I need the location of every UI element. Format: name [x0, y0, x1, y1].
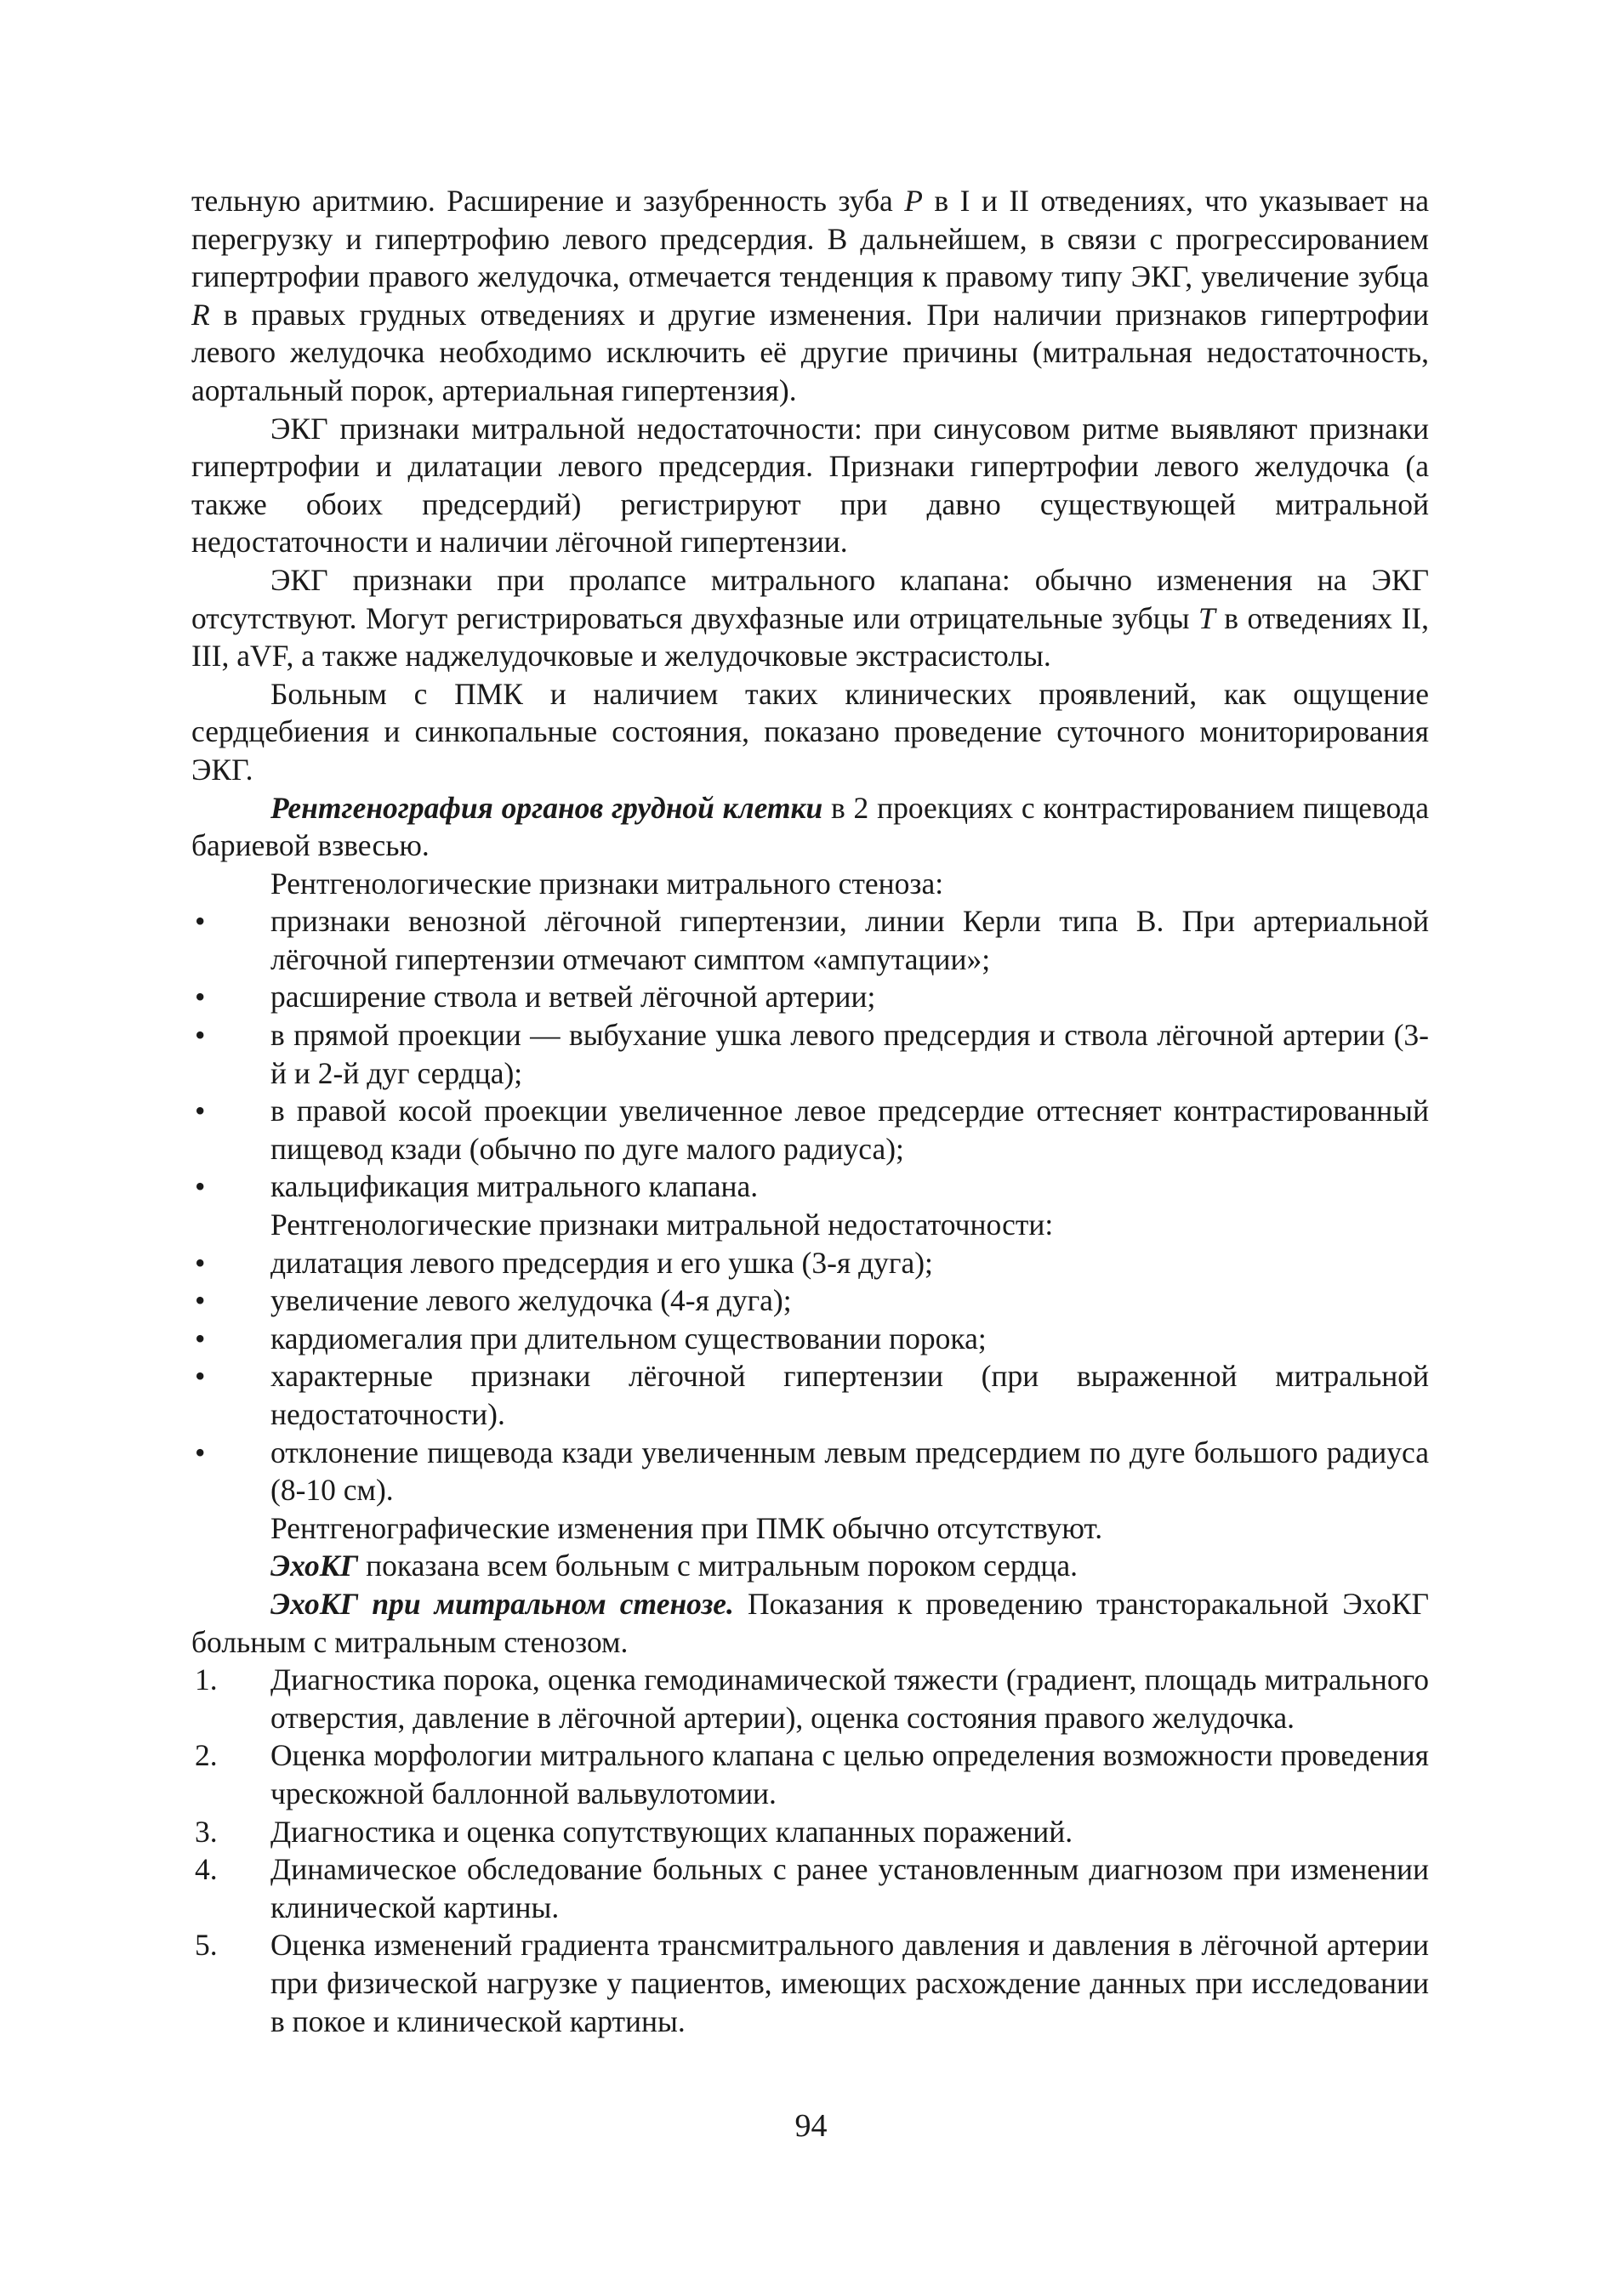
paragraph-radiography: Рентгенография органов грудной клетки в 2 проекциях с контрастированием пищевода бариевой взвесью.	[191, 790, 1429, 863]
insufficiency-signs-list	[191, 1244, 1429, 1509]
list-item: • кальцификация митрального клапана.	[191, 1168, 1429, 1206]
insufficiency-signs-heading: Рентгенологические признаки митральной недостаточности:	[270, 1208, 1054, 1242]
list-item: • отклонение пищевода кзади увеличенным левым предсердием по дуге большого радиуса (8-10 см).	[191, 1434, 1429, 1509]
paragraph-echo: ЭхоКГ показана всем больным с митральным пороком сердца.	[270, 1549, 1078, 1583]
list-item: 4. Динамическое обследование больных с ранее установленным диагнозом при изменении клинической картины.	[195, 1852, 1429, 1924]
list-item: • увеличение левого желудочка (4-я дуга);	[191, 1282, 1429, 1320]
wave-r-label: R	[191, 297, 210, 332]
list-number: 1.	[195, 1662, 218, 1697]
echo-stenosis-term: ЭхоКГ при митральном стенозе.	[270, 1586, 734, 1621]
radiography-term: Рентгенография органов грудной клетки	[270, 790, 823, 825]
list-item: • в прямой проекции — выбухание ушка левого предсердия и ствола лёгочной артерии (3-й и 2-й дуг сердца);	[191, 1016, 1429, 1092]
paragraph-holter: Больным с ПМК и наличием таких клинических проявлений, как ощущение сердцебиения и синкопальные состояния, показано проведение суточного мониторирования ЭКГ.	[191, 676, 1429, 787]
paragraph-ecg-insufficiency: ЭКГ признаки митральной недостаточности: при синусовом ритме выявляют признаки гипертрофии и дилатации левого предсердия. Признаки гипертрофии левого желудочка (а также обоих предсердий) регистрируют при давно существующей митральной недостаточности и наличии лёгочной гипертензии.	[191, 411, 1429, 560]
list-item: • расширение ствола и ветвей лёгочной артерии;	[191, 978, 1429, 1016]
list-number: 3.	[195, 1814, 218, 1849]
list-number: 4.	[195, 1852, 218, 1887]
paragraph-ecg-prolapse: ЭКГ признаки при пролапсе митрального клапана: обычно изменения на ЭКГ отсутствуют. Могут регистрироваться двухфазные или отрицательные зубцы T в отведениях II, III, aVF, а также наджелудочковые и желудочковые экстрасистолы.	[191, 562, 1429, 673]
page-number: 94	[794, 2108, 828, 2144]
list-number: 5.	[195, 1928, 218, 1963]
stenosis-signs-heading: Рентгенологические признаки митрального стеноза:	[270, 866, 944, 901]
list-item: • в правой косой проекции увеличенное левое предсердие оттесняет контрастированный пищевод кзади (обычно по дуге малого радиуса);	[191, 1092, 1429, 1168]
list-item: 3. Диагностика и оценка сопутствующих клапанных поражений.	[191, 1813, 1429, 1851]
list-item: • признаки венозной лёгочной гипертензии, линии Керли типа В. При артериальной лёгочной гипертензии отмечают симптом «ампутации»;	[191, 902, 1429, 978]
paragraph-ecg-stenosis-continued: тельную аритмию. Расширение и зазубренность зуба P в I и II отведениях, что указывает на перегрузку и гипертрофию левого предсердия. В дальнейшем, в связи с прогрессированием гипертрофии правого желудочка, отмечается тенденция к правому типу ЭКГ, увеличение зубца R в правых грудных отведениях и другие изменения. При наличии признаков гипертрофии левого желудочка необходимо исключить её другие причины (митральная недостаточность, аортальный порок, артериальная гипертензия).	[191, 184, 1429, 407]
list-item: • характерные признаки лёгочной гипертензии (при выраженной митральной недостаточности).	[191, 1357, 1429, 1433]
list-item: 5. Оценка изменений градиента трансмитрального давления и давления в лёгочной артерии при физической нагрузке у пациентов, имеющих расхождение данных при исследовании в покое и клинической картины.	[195, 1928, 1429, 2038]
wave-p-label: P	[904, 184, 923, 218]
list-item: 2. Оценка морфологии митрального клапана с целью определения возможности проведения чрескожной баллонной вальвулотомии.	[195, 1738, 1429, 1810]
list-item: • дилатация левого предсердия и его ушка (3-я дуга);	[191, 1244, 1429, 1282]
stenosis-signs-list	[191, 902, 1429, 1206]
echo-term: ЭхоКГ	[270, 1549, 359, 1583]
wave-t-label: T	[1198, 600, 1215, 635]
paragraph-pmk-radiography: Рентгенографические изменения при ПМК обычно отсутствуют.	[270, 1510, 1103, 1545]
list-item: • кардиомегалия при длительном существовании порока;	[191, 1320, 1429, 1358]
paragraph-echo-stenosis: ЭхоКГ при митральном стенозе. Показания к проведению трансторакальной ЭхоКГ больным с митральным стенозом.	[191, 1586, 1430, 1659]
page-body	[191, 182, 1429, 2040]
list-item: 1. Диагностика порока, оценка гемодинамической тяжести (градиент, площадь митрального отверстия, давление в лёгочной артерии), оценка состояния правого желудочка.	[195, 1662, 1429, 1735]
echo-indications-list	[191, 1661, 1429, 2040]
list-number: 2.	[195, 1738, 218, 1773]
